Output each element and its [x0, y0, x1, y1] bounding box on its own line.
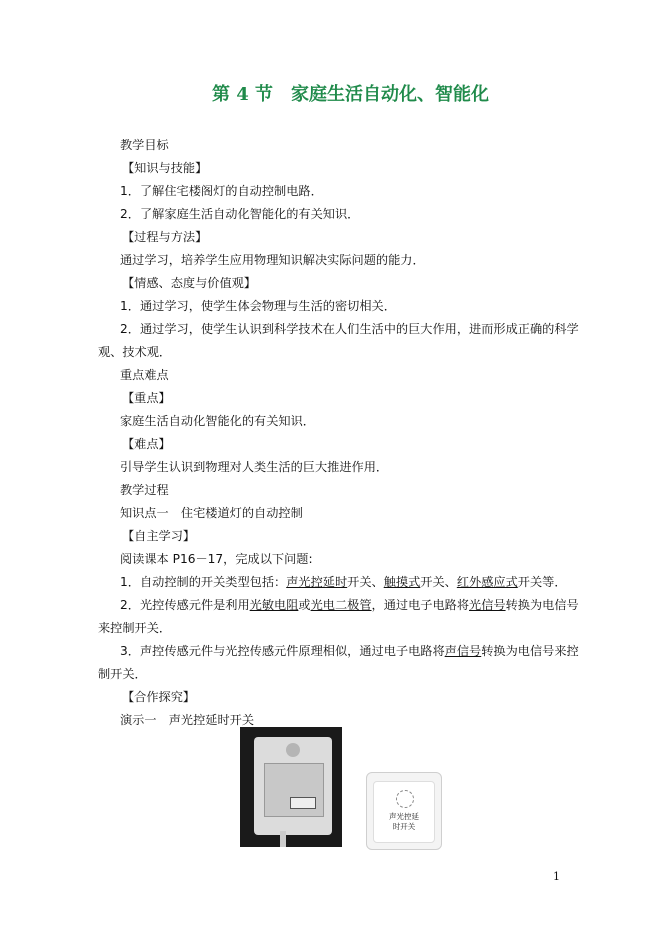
subheading: 【合作探究】 — [122, 690, 196, 704]
tag-icon — [290, 797, 316, 809]
text-line: 2．通过学习，使学生认识到科学技术在人们生活中的巨大作用，进而形成正确的科学 — [120, 322, 579, 336]
text-line: 引导学生认识到物理对人类生活的巨大推进作用． — [120, 460, 389, 474]
text-line: 2．了解家庭生活自动化智能化的有关知识． — [120, 207, 360, 221]
sensor-box-photo — [240, 727, 342, 847]
subheading: 【过程与方法】 — [122, 230, 208, 244]
text-line: 观、技术观． — [98, 345, 172, 359]
answer-blank: 声信号 — [444, 644, 482, 658]
answer-blank: 红外感应式 — [456, 575, 518, 589]
text-line: 制开关． — [98, 667, 147, 681]
section-heading: 教学目标 — [120, 138, 169, 152]
text-span: 1．自动控制的开关类型包括： — [120, 575, 287, 589]
page-title: 第 4 节 家庭生活自动化、智能化 — [211, 84, 490, 105]
sensor-box — [254, 737, 332, 835]
text-span: 开关、 — [420, 575, 457, 589]
subheading: 【难点】 — [122, 437, 171, 451]
page-number: 1 — [553, 870, 560, 883]
text-line: 通过学习，培养学生应用物理知识解决实际问题的能力． — [120, 253, 425, 267]
switch-label — [374, 812, 434, 832]
text-line: 来控制开关． — [98, 621, 172, 635]
text-span: ，通过电子电路将 — [371, 598, 470, 612]
text-line: 1．通过学习，使学生体会物理与生活的密切相关． — [120, 299, 396, 313]
switch-face — [373, 781, 435, 843]
question-1 — [120, 574, 567, 590]
text-span: 转换为电信号 — [505, 598, 579, 612]
subheading: 【自主学习】 — [122, 529, 196, 543]
text-line: 阅读课本 P16－17，完成以下问题: — [120, 552, 313, 566]
text-span: 或 — [298, 598, 311, 612]
text-line: 1．了解住宅楼阁灯的自动控制电路． — [120, 184, 323, 198]
text-span: 3．声控传感元件与光控传感元件原理相似，通过电子电路将 — [120, 644, 445, 658]
text-line: 家庭生活自动化智能化的有关知识． — [120, 414, 315, 428]
switch-label-line-1: 声光控延 — [389, 812, 419, 821]
text-span: 开关、 — [347, 575, 384, 589]
mount-screw-icon — [286, 743, 300, 757]
switch-photo — [366, 772, 442, 850]
question-2 — [120, 597, 579, 613]
text-span: 开关等． — [517, 575, 567, 589]
answer-blank: 声光控延时 — [286, 575, 348, 589]
section-heading: 教学过程 — [120, 483, 169, 497]
answer-blank: 光电二极管 — [310, 598, 372, 612]
answer-blank: 光信号 — [469, 598, 506, 612]
answer-blank: 光敏电阻 — [249, 598, 299, 612]
microphone-holes-icon — [396, 790, 414, 808]
text-span: 2．光控传感元件是利用 — [120, 598, 250, 612]
text-line: 知识点一 住宅楼道灯的自动控制 — [120, 506, 303, 520]
switch-label-line-2: 时开关 — [392, 822, 416, 831]
text-span: 转换为电信号来控 — [481, 644, 579, 658]
section-heading: 重点难点 — [120, 368, 169, 382]
answer-blank: 触摸式 — [383, 575, 421, 589]
subheading: 【情感、态度与价值观】 — [122, 276, 257, 290]
subheading: 【知识与技能】 — [122, 161, 208, 175]
cable-icon — [280, 831, 286, 847]
text-line: 演示一 声光控延时开关 — [120, 713, 255, 727]
question-3 — [120, 643, 579, 659]
subheading: 【重点】 — [122, 391, 171, 405]
